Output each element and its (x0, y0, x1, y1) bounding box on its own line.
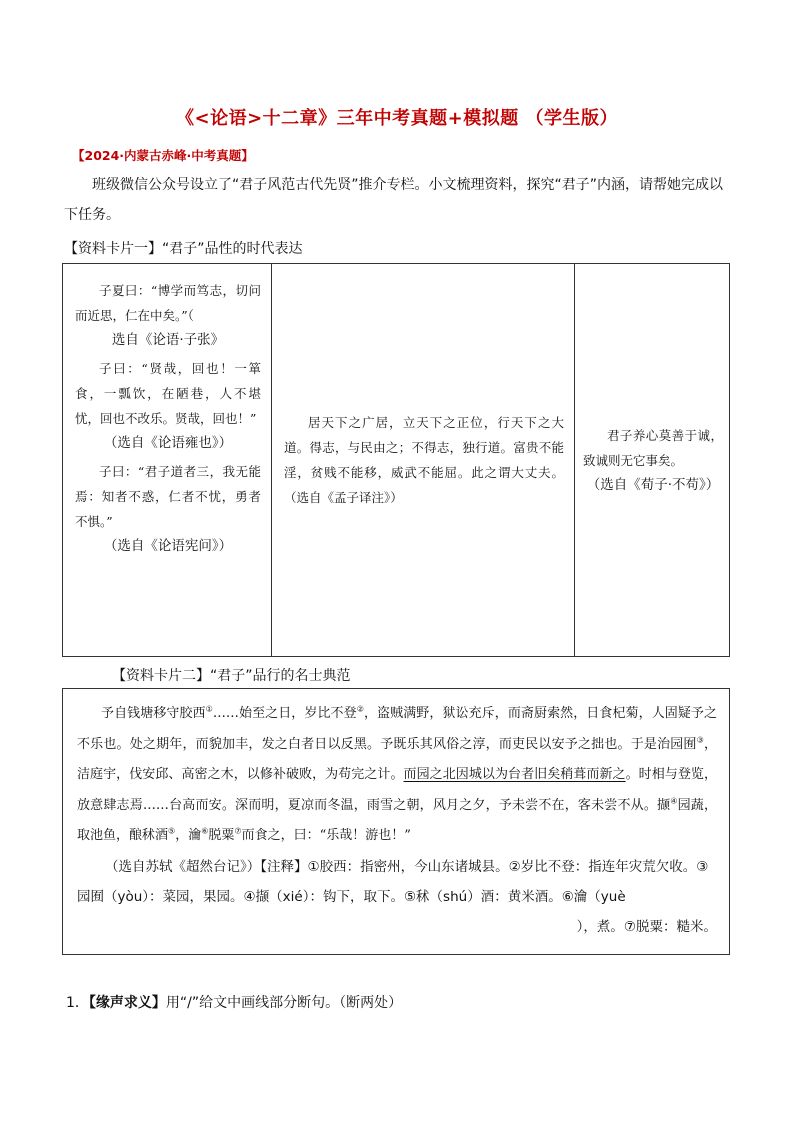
note-marker: ④ (670, 796, 678, 806)
essay-excerpt (77, 699, 717, 852)
note-marker: ③ (696, 735, 704, 745)
quote-citation: 选自《论语·子张》 (111, 332, 225, 348)
card1-heading: 【资料卡片一】“君子”品性的时代表达 (64, 241, 303, 257)
text-span: ，洁庭宇，伐安邱、高密之木，以修补破败，为苟完之计。 (77, 736, 717, 782)
question-tag: 【缘声求义】 (88, 995, 166, 1011)
quote-citation: （选自《荀子·不苟》） (586, 476, 720, 493)
document-title: 《<论语>十二章》三年中考真题+模拟题 （学生版） (175, 108, 618, 129)
note-marker: ⑤ (168, 826, 176, 836)
question-number: 1． (66, 995, 89, 1011)
text-span: ……始至之日，岁比不登 (212, 706, 357, 721)
text-span: 撷 (657, 797, 671, 813)
quote-text: 子夏曰：“博学而笃志，切问而近思，仁在中矣。”（ (75, 283, 261, 323)
card1-column-analects (63, 264, 272, 656)
annotation-notes-tail: ），煮。⑦脱粟：糙米。 (576, 918, 717, 935)
quote-text: 子曰：“贤哉，回也！一箪食，一瓢饮，在陋巷，人不堪忧，回也不改乐。贤哉，回也！” (75, 361, 261, 426)
quote-block (75, 459, 261, 559)
quote-text: 子曰：“君子道者三，我无能焉：知者不惑，仁者不忧，勇者不惧。” (75, 464, 261, 529)
note-marker: ① (205, 704, 213, 714)
quote-block (75, 278, 261, 353)
note-marker: ⑥ (201, 826, 209, 836)
quote-text (284, 410, 564, 510)
question-text: 用“/”给文中画线部分断句。（断两处） (165, 995, 403, 1011)
quote-citation: （选自《孟子译注》） (284, 490, 403, 505)
note-marker: ② (356, 704, 364, 714)
question-1 (66, 992, 402, 1012)
text-span: ，瀹 (175, 828, 202, 843)
text-span: 。时相与登览，放意肆志焉……台高而安。深而明，夏凉而冬温，雨雪之朝，风月之夕，予未尝不在，客未尝不从。 (77, 767, 717, 813)
intro-paragraph: 班级微信公众号设立了“君子风范古代先贤”推介专栏。小文梳理资料，探究“君子”内涵，请帮她完成以下任务。 (64, 177, 724, 223)
quote-citation: （选自《论语宪问》） (103, 538, 233, 554)
text-span: ，盗贼满野，狱讼充斥，而斋厨索然，日食杞菊，人固疑予之不乐也。处之期年，而貌加丰，发之白者日以反黑。予既乐其风俗之淳，而吏民以安予之拙也。于是治园囿 (77, 706, 718, 752)
card2-heading: 【资料卡片二】“君子”品行的名士典范 (112, 668, 351, 684)
annotation-notes: （选自苏轼《超然台记》）【注释】①胶西：指密州，今山东诸城县。②岁比不登：指连年灾荒欠收。③园囿（yòu）：菜园，果园。④撷（xié）：钩下，取下。⑤秫（shú）酒：黄米酒。⑥瀹（yuè (77, 858, 709, 905)
card1-column-xunzi (575, 264, 729, 656)
card1-column-mencius (272, 264, 575, 656)
source-tag: 【2024·内蒙古赤峰·中考真题】 (72, 148, 254, 163)
note-marker: ⑦ (234, 826, 242, 836)
underlined-sentence: 而园之北因城以为台者旧矣稍葺而新之 (403, 767, 626, 782)
text-span: 予自钱塘移守胶西 (101, 706, 206, 721)
quote-citation: （选自《论语雍也》） (103, 435, 233, 451)
quote-block (284, 410, 564, 510)
card1-table (62, 263, 730, 657)
card2-box (62, 688, 730, 955)
quote-body: 居天下之广居，立天下之正位，行天下之大道。得志，与民由之；不得志，独行道。富贵不能淫，贫贱不能移，威武不能屈。此之谓大丈夫。 (284, 415, 564, 480)
quote-block (583, 423, 723, 498)
text-span: 园蔬，取池鱼，酿秫酒 (77, 797, 717, 843)
quote-text: 君子养心莫善于诚，致诚则无它事矣。 (583, 427, 723, 468)
quote-block (75, 356, 261, 456)
text-span: 脱粟 (208, 828, 235, 843)
text-span: 而食之，曰：“乐哉！游也！” (241, 828, 411, 843)
